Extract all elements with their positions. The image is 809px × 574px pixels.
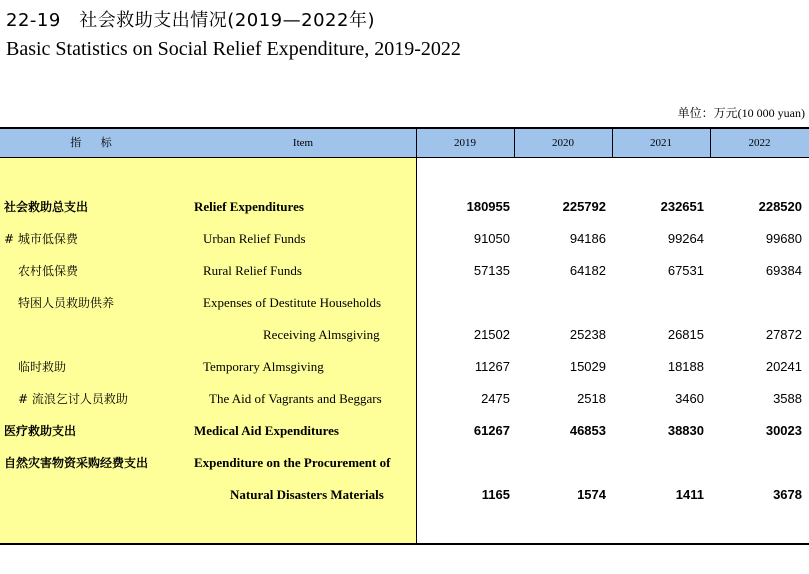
cell-2021 <box>614 287 704 319</box>
row-label-en: Temporary Almsgiving <box>203 359 324 374</box>
table-row <box>0 383 809 415</box>
table-header <box>0 129 809 158</box>
row-label-cn: 医疗救助支出 <box>4 424 77 438</box>
cell-2019: 1165 <box>481 487 510 502</box>
row-label-cn: # 流浪乞讨人员救助 <box>18 392 128 406</box>
cell-2020: 94186 <box>569 231 606 246</box>
table-title-en: Basic Statistics on Social Relief Expenditure, 2019-2022 <box>6 38 461 60</box>
table-row <box>0 255 809 287</box>
cell-2019 <box>418 287 510 319</box>
table-row <box>0 415 809 447</box>
cell-2022: 228520 <box>758 199 802 214</box>
header-indicator-cn: 指 标 <box>70 136 120 149</box>
cell-2022 <box>712 287 802 319</box>
row-label-en: Rural Relief Funds <box>203 263 302 278</box>
row-label-en: The Aid of Vagrants and Beggars <box>209 391 382 406</box>
cell-2021: 67531 <box>667 263 704 278</box>
row-label-cn: 特困人员救助供养 <box>18 296 115 310</box>
row-label-en: Receiving Almsgiving <box>263 327 380 342</box>
cell-2021: 1411 <box>675 487 704 502</box>
header-year-2022: 2022 <box>748 137 771 149</box>
table-row <box>0 447 809 479</box>
cell-2019: 91050 <box>473 231 510 246</box>
table-row <box>0 223 809 255</box>
row-label-en: Expenditure on the Procurement of <box>194 455 391 470</box>
cell-2021: 232651 <box>660 199 704 214</box>
header-year-2019: 2019 <box>454 137 476 149</box>
row-label-en: Natural Disasters Materials <box>230 487 384 502</box>
row-label-cn: 临时救助 <box>18 360 67 374</box>
cell-2021: 26815 <box>667 327 704 342</box>
cell-2020: 25238 <box>569 327 606 342</box>
cell-2021: 99264 <box>667 231 704 246</box>
cell-2020: 1574 <box>577 487 606 502</box>
row-label-cn: 农村低保费 <box>18 264 79 278</box>
row-label-en: Urban Relief Funds <box>203 231 306 246</box>
statistics-table <box>0 127 809 545</box>
unit-label-en: (10 000 yuan) <box>737 106 805 120</box>
table-row <box>0 351 809 383</box>
cell-2020 <box>516 287 606 319</box>
table-row <box>0 319 809 351</box>
row-label-en: Relief Expenditures <box>194 199 304 214</box>
cell-2021: 3460 <box>675 391 704 406</box>
header-year-2021: 2021 <box>650 137 672 149</box>
cell-2022: 3678 <box>773 487 802 502</box>
cell-2020: 46853 <box>569 423 606 438</box>
cell-2019: 180955 <box>466 199 510 214</box>
cell-2022: 27872 <box>765 327 802 342</box>
divider-header-2022 <box>710 129 711 157</box>
cell-2022 <box>712 447 802 479</box>
cell-2021: 38830 <box>667 423 704 438</box>
cell-2019 <box>418 447 510 479</box>
unit-label-cn: 单位：万元 <box>677 106 738 120</box>
header-item-en: Item <box>292 137 314 149</box>
table-row <box>0 479 809 511</box>
table-row <box>0 191 809 223</box>
header-year-2020: 2020 <box>552 137 574 149</box>
cell-2022: 99680 <box>765 231 802 246</box>
cell-2022: 20241 <box>765 359 802 374</box>
cell-2019: 57135 <box>473 263 510 278</box>
row-label-cn: 社会救助总支出 <box>4 200 89 214</box>
divider-header-2021 <box>612 129 613 157</box>
cell-2019: 61267 <box>473 423 510 438</box>
cell-2022: 3588 <box>773 391 802 406</box>
cell-2020: 15029 <box>569 359 606 374</box>
cell-2022: 69384 <box>765 263 802 278</box>
unit-label <box>678 104 805 121</box>
table-title-cn: 22-19 社会救助支出情况(2019—2022年) <box>6 10 375 31</box>
cell-2019: 2475 <box>481 391 510 406</box>
cell-2020: 225792 <box>562 199 606 214</box>
cell-2020 <box>516 447 606 479</box>
cell-2020: 2518 <box>577 391 606 406</box>
cell-2022: 30023 <box>765 423 802 438</box>
cell-2021 <box>614 447 704 479</box>
cell-2021: 18188 <box>667 359 704 374</box>
row-label-cn: # 城市低保费 <box>4 232 78 246</box>
cell-2020: 64182 <box>569 263 606 278</box>
row-label-en: Expenses of Destitute Households <box>203 295 382 310</box>
table-row <box>0 287 809 319</box>
divider-header-2020 <box>514 129 515 157</box>
row-label-cn: 自然灾害物资采购经费支出 <box>4 456 149 470</box>
row-label-en: Medical Aid Expenditures <box>194 423 339 438</box>
cell-2019: 11267 <box>474 359 510 374</box>
cell-2019: 21502 <box>473 327 510 342</box>
